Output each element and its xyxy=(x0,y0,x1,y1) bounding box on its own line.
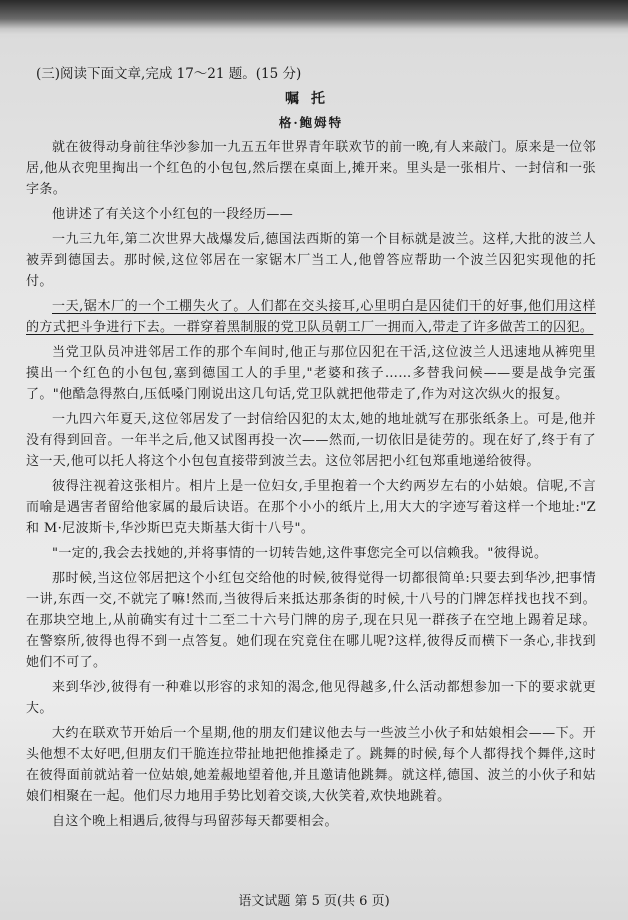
paragraph-1: 就在彼得动身前往华沙参加一九五五年世界青年联欢节的前一晚,有人来敲门。原来是一位邻居,他从衣兜里掏出一个红色的小包包,然后摆在桌面上,摊开来。里头是一张相片、一封信和一张字条。 xyxy=(26,140,596,197)
paragraph-2: 他讲述了有关这个小红包的一段经历—— xyxy=(52,207,294,222)
paragraph-8: "一定的,我会去找她的,并将事情的一切转告她,这件事您完全可以信赖我。"彼得说。 xyxy=(52,546,548,561)
article-title: 嘱托 xyxy=(285,91,337,107)
paragraph-5: 当党卫队员冲进邻居工作的那个车间时,他正与那位囚犯在干活,这位波兰人迅速地从裤兜里摸出一个红色的小包包,塞到德国工人的手里,"老婆和孩子……多替我问候——要是战争完蛋了。"他酷急得熬白,压低嗓门刚说出这几句话,党卫队就把他带走了,作为对这次纵火的报复。 xyxy=(26,345,596,402)
paragraph-11: 大约在联欢节开始后一个星期,他的朋友们建议他去与一些波兰小伙子和姑娘相会——下。开头他想不太好吧,但朋友们干脆连拉带扯地把他推搡走了。跳舞的时候,每个人都得找个舞伴,这时在彼得面前就站着一位姑娘,她羞赧地望着他,并且邀请他跳舞。就这样,德国、波兰的小伙子和姑娘们相聚在一起。他们尽力地用手势比划着交谈,大伙笑着,欢快地跳着。 xyxy=(26,726,596,804)
paragraph-9: 那时候,当这位邻居把这个小红包交给他的时候,彼得觉得一切都很简单:只要去到华沙,把事情一讲,东西一交,不就完了嘛!然而,当彼得后来抵达那条街的时候,十八号的门牌怎样找也找不到。在那块空地上,从前确实有过十二至二十六号门牌的房子,现在只见一群孩子在空地上踢着足球。在警察所,彼得也得不到一点答复。她们现在究竟住在哪儿呢?这样,彼得反而横下一条心,非找到她们不可了。 xyxy=(26,571,596,670)
paragraph-3: 一九三九年,第二次世界大战爆发后,德国法西斯的第一个目标就是波兰。这样,大批的波兰人被弄到德国去。那时候,这位邻居在一家锯木厂当工人,他曾答应帮助一个波兰囚犯实现他的托付。 xyxy=(26,232,596,289)
paragraph-4-underlined: 一天,锯木厂的一个工棚失火了。人们都在交头接耳,心里明白是囚徒们干的好事,他们用这样的方式把斗争进行下去。一群穿着黑制服的党卫队员朝工厂一拥而入,带走了许多做苦工的囚犯。 xyxy=(26,299,596,335)
page-footer: 语文试题 第 5 页(共 6 页) xyxy=(238,894,390,909)
exam-page xyxy=(26,64,596,836)
paragraph-7: 彼得注视着这张相片。相片上是一位妇女,手里抱着一个大约两岁左右的小姑娘。信呢,不言而喻是遇害者留给他家属的最后诀语。在那个小小的纸片上,用大大的字迹写着这样一个地址:"Z 和 M·尼波斯卡,华沙斯巴克夫斯基大街十八号"。 xyxy=(26,479,596,536)
paragraph-6: 一九四六年夏天,这位邻居发了一封信给囚犯的太太,她的地址就写在那张纸条上。可是,他并没有得到回音。一年半之后,他又试图再投一次——然而,一切依旧是徒劳的。现在好了,终于有了这一天,他可以托人将这个小包包直接带到波兰去。这位邻居把小红包郑重地递给彼得。 xyxy=(26,412,596,469)
paragraph-12: 自这个晚上相遇后,彼得与玛留莎每天都要相会。 xyxy=(52,814,338,829)
paragraph-10: 来到华沙,彼得有一种难以形容的求知的渴念,他见得越多,什么活动都想参加一下的要求就更大。 xyxy=(26,680,596,716)
top-shadow xyxy=(0,0,628,34)
section-heading: (三)阅读下面文章,完成 17～21 题。(15 分) xyxy=(36,66,302,82)
article-author: 格·鲍姆特 xyxy=(278,115,344,130)
